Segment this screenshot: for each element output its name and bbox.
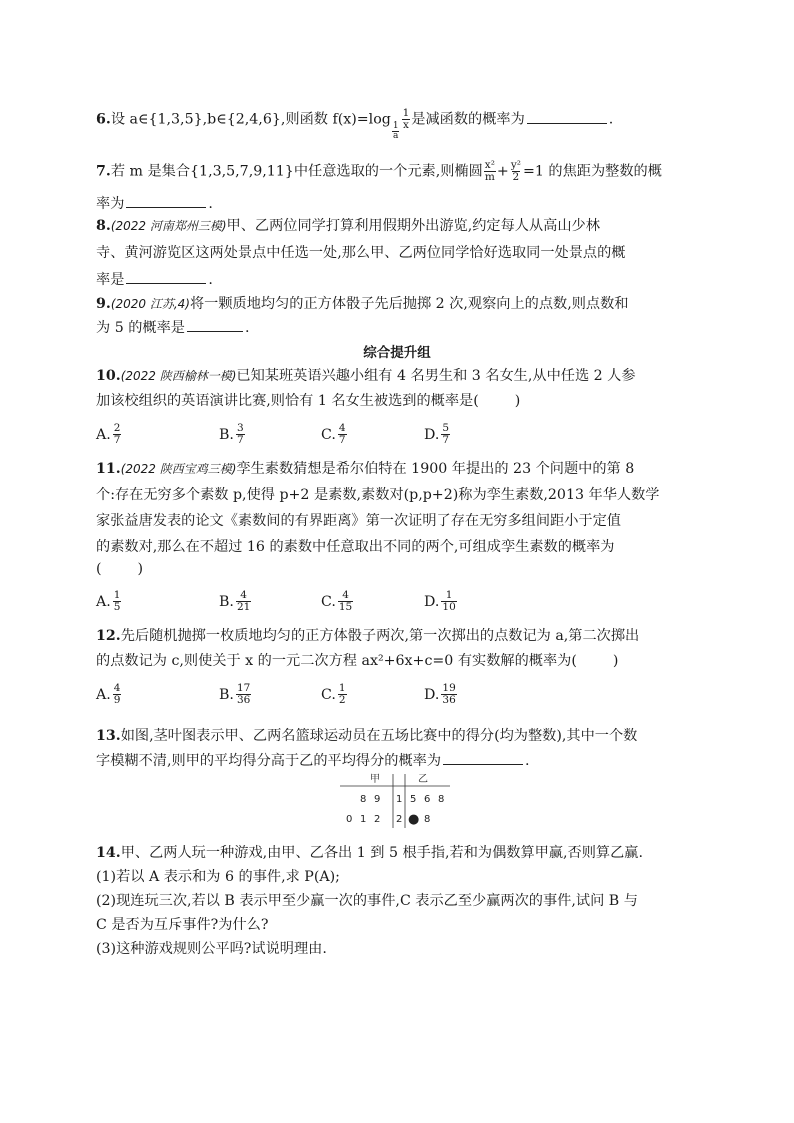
question-text: 的点数记为 c,则使关于 x 的一元二次方程 ax²+6x+c=0 有实数解的概率为(: [96, 653, 577, 669]
question-text: (1)若以 A 表示和为 6 的事件,求 P(A);: [96, 869, 340, 885]
question-12-line-2: [96, 651, 618, 671]
punctuation: .: [608, 111, 614, 128]
option-fraction: [236, 683, 251, 706]
question-8-line-3: [96, 270, 213, 290]
question-11-line-5: [96, 559, 143, 579]
question-source: (2022 河南郑州三模): [110, 219, 227, 233]
question-number: 8.: [96, 218, 111, 234]
blurred-digit-dot: ●: [408, 812, 420, 827]
question-source: (2020 江苏,4): [110, 297, 190, 311]
option-fraction: [236, 590, 251, 613]
question-9-line-2: [96, 318, 250, 338]
option-label: D.: [424, 686, 440, 703]
log-base-fraction: [392, 122, 400, 141]
question-12: [96, 626, 639, 646]
question-text: 加该校组织的英语演讲比赛,则恰有 1 名女生被选到的概率是(: [96, 393, 479, 409]
question-text: (3)这种游戏规则公平吗?试说明理由.: [96, 941, 327, 957]
leaf-left: 9: [374, 794, 381, 805]
question-text: 寺、黄河游览区这两处景点中任选一处,那么甲、乙两位同学恰好选取同一处景点的概: [96, 245, 626, 261]
question-text: 先后随机抛掷一枚质地均匀的正方体骰子两次,第一次掷出的点数记为 a,第二次掷出: [120, 628, 640, 644]
question-14-part-2-line-2: [96, 915, 268, 935]
question-7: [96, 160, 662, 183]
leaf-right: 8: [438, 794, 445, 805]
fraction-numerator: 1: [402, 107, 410, 119]
header-yi: 乙: [418, 774, 428, 785]
option-label: C.: [321, 426, 336, 443]
question-text: 甲、乙两位同学打算利用假期外出游览,约定每人从高山少林: [226, 218, 600, 234]
option-label: B.: [219, 686, 234, 703]
ellipse-y-fraction: [510, 160, 522, 183]
question-text: 如图,茎叶图表示甲、乙两名篮球运动员在五场比赛中的得分(均为整数),其中一个数: [120, 728, 638, 744]
option-fraction: [441, 423, 450, 446]
option-a[interactable]: [96, 590, 122, 613]
log-argument-fraction: [402, 108, 411, 131]
question-10-line-2: [96, 391, 520, 411]
stem-value: 2: [396, 814, 403, 825]
fraction-denominator: 7: [113, 434, 121, 446]
fraction-denominator: m: [484, 171, 495, 183]
stem-leaf-plot: [340, 770, 450, 830]
question-13: [96, 726, 637, 746]
punctuation: .: [208, 196, 213, 212]
option-fraction: [338, 423, 347, 446]
fraction-denominator: 10: [442, 601, 456, 613]
question-text: 的素数对,那么在不超过 16 的素数中任意取出不同的两个,可组成孪生素数的概率为: [96, 539, 615, 555]
question-text: 家张益唐发表的论文《素数间的有界距离》第一次证明了存在无穷多组间距小于定值: [96, 513, 621, 529]
option-fraction: [236, 423, 245, 446]
leaf-right: 5: [410, 794, 417, 805]
fraction-denominator: 2: [512, 171, 520, 183]
paren-close: ): [514, 393, 521, 409]
option-fraction: [113, 590, 122, 613]
question-11-line-3: [96, 511, 621, 531]
fraction-denominator: 5: [113, 601, 121, 613]
question-text: 将一颗质地均匀的正方体骰子先后抛掷 2 次,观察向上的点数,则点数和: [189, 296, 629, 312]
question-number: 7.: [96, 163, 111, 180]
answer-blank[interactable]: [126, 194, 206, 208]
question-10: [96, 366, 636, 386]
section-heading: 综合提升组: [363, 345, 431, 361]
fraction-denominator: 9: [113, 694, 121, 706]
stem-value: 1: [396, 794, 403, 805]
fraction-numerator: 4: [338, 422, 346, 434]
option-fraction: [441, 590, 456, 613]
option-label: A.: [96, 686, 111, 703]
fraction-denominator: 36: [236, 694, 251, 706]
question-8-line-2: [96, 243, 625, 263]
fraction-denominator: x: [402, 119, 409, 131]
question-text: 字模糊不清,则甲的平均得分高于乙的平均得分的概率为: [96, 753, 442, 769]
question-text: C 是否为互斥事件?为什么?: [96, 917, 269, 933]
fraction-numerator: 1: [392, 120, 399, 131]
option-b[interactable]: [219, 590, 252, 613]
option-fraction: [441, 683, 456, 706]
punctuation: .: [525, 753, 530, 769]
option-label: A.: [96, 426, 111, 443]
fraction-denominator: 15: [338, 601, 353, 613]
question-source: (2022 陕西榆林一模): [120, 369, 237, 383]
fraction-numerator: x²: [484, 159, 495, 171]
option-label: B.: [219, 426, 234, 443]
leaf-left: 1: [360, 814, 367, 825]
question-text: 设 a∈{1,3,5},b∈{2,4,6},则函数 f(x)=log: [110, 111, 391, 128]
fraction-numerator: 5: [442, 422, 450, 434]
fraction-numerator: 1: [338, 682, 346, 694]
fraction-denominator: 7: [236, 434, 244, 446]
fraction-numerator: 19: [442, 682, 456, 694]
question-text: =1 的焦距为整数的概: [522, 163, 662, 180]
option-fraction: [113, 683, 122, 706]
question-14: [96, 843, 643, 863]
question-number: 14.: [96, 845, 121, 861]
option-label: A.: [96, 593, 111, 610]
question-number: 9.: [96, 296, 111, 312]
fraction-denominator: a: [393, 130, 399, 141]
question-11-line-2: [96, 485, 659, 505]
question-text: 是减函数的概率为: [411, 111, 525, 128]
punctuation: .: [208, 272, 213, 288]
answer-blank[interactable]: [527, 110, 607, 124]
option-label: C.: [321, 686, 336, 703]
option-c[interactable]: [321, 423, 348, 446]
fraction-numerator: 17: [236, 682, 251, 694]
answer-blank[interactable]: [443, 751, 523, 765]
fraction-numerator: 1: [445, 589, 453, 601]
fraction-denominator: 21: [236, 601, 251, 613]
question-number: 13.: [96, 728, 121, 744]
option-label: B.: [219, 593, 234, 610]
plus-sign: +: [496, 163, 509, 180]
question-11-line-4: [96, 537, 614, 557]
option-label: C.: [321, 593, 336, 610]
option-d[interactable]: [424, 683, 458, 706]
option-c[interactable]: [321, 590, 354, 613]
paren-close: ): [612, 653, 619, 669]
question-text: 已知某班英语兴趣小组有 4 名男生和 3 名女生,从中任选 2 人参: [236, 368, 636, 384]
fraction-denominator: 2: [338, 694, 346, 706]
question-source: (2022 陕西宝鸡三模): [120, 462, 237, 476]
answer-blank[interactable]: [187, 318, 243, 332]
leaf-left: 0: [346, 814, 353, 825]
punctuation: .: [244, 320, 250, 336]
option-label: D.: [424, 593, 440, 610]
option-b[interactable]: [219, 423, 246, 446]
question-8: [96, 216, 600, 236]
fraction-numerator: 4: [240, 589, 247, 601]
option-label: D.: [424, 426, 440, 443]
fraction-numerator: 1: [113, 589, 121, 601]
fraction-denominator: 7: [338, 434, 346, 446]
fraction-numerator: 4: [113, 682, 121, 694]
question-7-line-2: [96, 194, 213, 214]
fraction-numerator: 2: [113, 422, 121, 434]
paren-open: (: [96, 561, 102, 577]
question-text: 若 m 是集合{1,3,5,7,9,11}中任意选取的一个元素,则椭圆: [110, 163, 483, 180]
option-c[interactable]: [321, 683, 348, 706]
question-13-line-2: [96, 751, 530, 771]
question-number: 11.: [96, 461, 121, 477]
option-d[interactable]: [424, 423, 451, 446]
fraction-numerator: 3: [236, 422, 244, 434]
question-11: [96, 459, 634, 479]
question-number: 6.: [96, 111, 111, 128]
option-a[interactable]: [96, 423, 122, 446]
ellipse-x-fraction: [484, 160, 496, 183]
leaf-left: 2: [374, 814, 381, 825]
option-fraction: [113, 423, 122, 446]
question-text: 率是: [96, 272, 125, 288]
option-d[interactable]: [424, 590, 458, 613]
option-b[interactable]: [219, 683, 252, 706]
question-text: 为 5 的概率是: [96, 320, 185, 336]
question-text: 孪生素数猜想是希尔伯特在 1900 年提出的 23 个问题中的第 8: [236, 461, 635, 477]
question-number: 12.: [96, 628, 121, 644]
leaf-right: 6: [424, 794, 431, 805]
fraction-denominator: 36: [442, 694, 456, 706]
question-14-part-1: [96, 867, 340, 887]
question-14-part-2: [96, 891, 638, 911]
question-text: 个:存在无穷多个素数 p,使得 p+2 是素数,素数对(p,p+2)称为孪生素数,2013 年华人数学: [96, 487, 660, 503]
question-number: 10.: [96, 368, 121, 384]
header-jia: 甲: [370, 774, 380, 785]
option-a[interactable]: [96, 683, 122, 706]
fraction-denominator: 7: [442, 434, 450, 446]
question-text: (2)现连玩三次,若以 B 表示甲至少赢一次的事件,C 表示乙至少赢两次的事件,试问 B 与: [96, 893, 638, 909]
leaf-right: 8: [424, 814, 431, 825]
option-fraction: [338, 590, 353, 613]
fraction-numerator: 4: [342, 589, 349, 601]
paren-close: ): [137, 561, 144, 577]
question-9: [96, 294, 629, 314]
question-text: 率为: [96, 196, 125, 212]
question-text: 甲、乙两人玩一种游戏,由甲、乙各出 1 到 5 根手指,若和为偶数算甲赢,否则算乙赢.: [120, 845, 644, 861]
question-6: [96, 108, 613, 141]
fraction-numerator: y²: [510, 159, 521, 171]
option-fraction: [338, 683, 347, 706]
question-14-part-3: [96, 939, 327, 959]
leaf-left: 8: [360, 794, 367, 805]
answer-blank[interactable]: [126, 270, 206, 284]
